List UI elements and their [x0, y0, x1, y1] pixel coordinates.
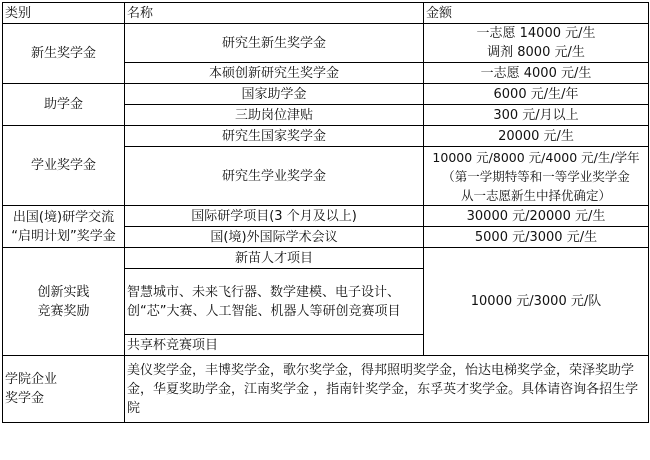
item-amount: 20000 元/生: [424, 126, 649, 147]
table-row: [3, 356, 649, 423]
header-category: 类别: [3, 3, 125, 24]
category-line: “启明计划”奖学金: [11, 228, 116, 244]
header-amount: 金额: [424, 3, 649, 24]
category-enterprise: [3, 356, 125, 423]
item-name: 研究生新生奖学金: [125, 24, 424, 63]
item-name: 研究生学业奖学金: [125, 147, 424, 206]
table-row: [3, 206, 649, 227]
category-innovation: [3, 248, 125, 356]
item-amount: 一志愿 4000 元/生: [424, 63, 649, 84]
table-row: [3, 24, 649, 63]
item-name: 研究生国家奖学金: [125, 126, 424, 147]
item-amount: 30000 元/20000 元/生: [424, 206, 649, 227]
category-new-student: 新生奖学金: [3, 24, 125, 84]
category-academic: 学业奖学金: [3, 126, 125, 206]
category-line: 出国(境)研学交流: [12, 209, 115, 225]
item-amount: [424, 147, 649, 206]
item-name: 新苗人才项目: [125, 248, 424, 269]
amount-line: 10000 元/8000 元/4000 元/生/学年: [432, 149, 640, 165]
item-name: 三助岗位津贴: [125, 105, 424, 126]
category-aid: 助学金: [3, 84, 125, 126]
category-line: 学院企业: [5, 372, 58, 387]
item-name: 国家助学金: [125, 84, 424, 105]
item-amount: 6000 元/生/年: [424, 84, 649, 105]
item-name: 本硕创新研究生奖学金: [125, 63, 424, 84]
category-line: 奖学金: [5, 391, 45, 406]
enterprise-scholarship-list: 美仪奖学金，丰博奖学金，歌尔奖学金，得邦照明奖学金，怡达电梯奖学金，荣泽奖助学金，华夏奖助学金，江南奖学金 ，指南针奖学金，东孚英才奖学金。具体请咨询各招生学院: [125, 356, 649, 423]
item-name: 共享杯竞赛项目: [125, 335, 424, 356]
item-name: 智慧城市、未来飞行器、数学建模、电子设计、创“芯”大赛、人工智能、机器人等研创竞赛项目: [125, 269, 424, 335]
table-row: [3, 126, 649, 147]
item-amount: 10000 元/3000 元/队: [424, 248, 649, 356]
category-line: 创新实践: [37, 284, 90, 300]
header-name: 名称: [125, 3, 424, 24]
table-row: [3, 248, 649, 269]
item-amount: [424, 24, 649, 63]
item-amount: 300 元/月以上: [424, 105, 649, 126]
category-line: 竞赛奖励: [37, 303, 90, 319]
amount-line: 从一志愿新生中择优确定）: [460, 187, 611, 203]
item-name: 国际研学项目(3 个月及以上): [125, 206, 424, 227]
amount-line: 一志愿 14000 元/生: [476, 26, 596, 41]
table-row: [3, 84, 649, 105]
scholarship-table: [2, 2, 649, 423]
item-amount: 5000 元/3000 元/生: [424, 227, 649, 248]
amount-line: 调剂 8000 元/生: [487, 45, 585, 60]
category-exchange: [3, 206, 125, 248]
amount-line: （第一学期特等和一等学业奖学金: [442, 168, 630, 184]
table-header-row: [3, 3, 649, 24]
item-name: 国(境)外国际学术会议: [125, 227, 424, 248]
